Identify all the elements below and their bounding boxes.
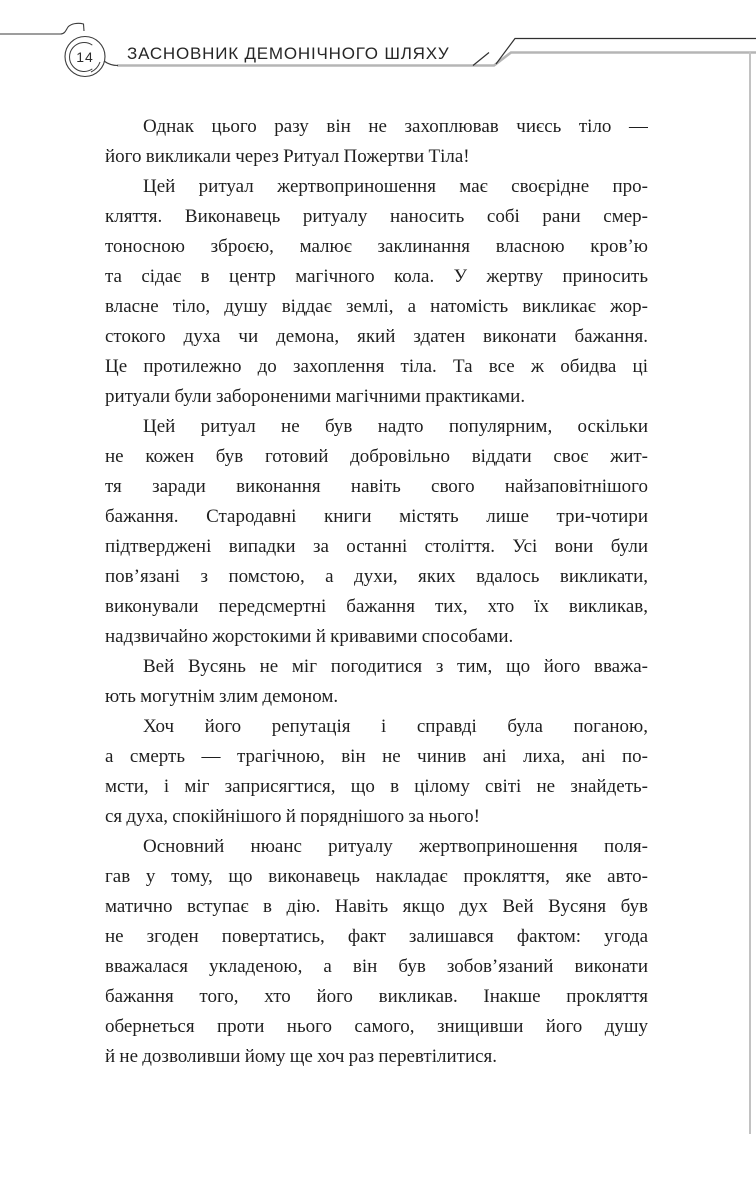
text-line: а смерть — трагічною, він не чинив ані лиха, ані по- [105, 746, 648, 767]
text-line: стокого духа чи демона, який здатен виконати бажання. [105, 326, 648, 347]
text-line: виконували передсмертні бажання тих, хто їх викликав, [105, 596, 648, 617]
text-line: та сідає в центр магічного кола. У жертву приносить [105, 266, 648, 287]
text-line: Цей ритуал жертвоприношення має своєрідне про- [143, 176, 648, 197]
text-line: кляття. Виконавець ритуалу наносить собі рани смер- [105, 206, 648, 227]
text-line: Хоч його репутація і справді була поганою, [143, 716, 648, 737]
text-line: тя заради виконання навіть свого найзаповітнішого [105, 476, 648, 497]
text-line: власне тіло, душу віддає землі, а натомість викликає жор- [105, 296, 648, 317]
text-line: мсти, і міг заприсягтися, що в цілому світі не знайдеть- [105, 776, 648, 797]
text-line: його викликали через Ритуал Пожертви Тіла! [105, 146, 470, 167]
left-margin-line [0, 23, 84, 34]
text-line: ють могутнім злим демоном. [105, 686, 339, 707]
text-line: обернеться проти нього самого, знищивши його душу [105, 1016, 648, 1037]
circle-rule-hook [104, 61, 118, 66]
text-line: надзвичайно жорстокими й кривавими способами. [105, 626, 514, 647]
text-line: гав у тому, що виконавець накладає прокляття, яке авто- [105, 866, 648, 887]
text-line: підтверджені випадки за останні століття. Усі вони були [105, 536, 648, 557]
body-text [105, 112, 648, 1072]
text-line: не згоден повертатись, факт залишався фактом: угода [105, 926, 648, 947]
text-line: Вей Вусянь не міг погодитися з тим, що його вважа- [143, 656, 648, 677]
text-line: Однак цього разу він не захоплював чиєсь тіло — [143, 116, 648, 137]
page-edge-line [749, 52, 751, 1134]
text-line: не кожен був готовий добровільно віддати своє жит- [105, 446, 648, 467]
page-number: 14 [76, 49, 94, 65]
text-line: ся духа, спокійнішого й поряднішого за нього! [105, 806, 481, 827]
header-title: ЗАСНОВНИК ДЕМОНІЧНОГО ШЛЯХУ [127, 44, 450, 63]
text-line: бажання того, хто його викликав. Інакше прокляття [105, 986, 648, 1007]
text-line: пов’язані з помстою, а духи, яких вдалось викликати, [105, 566, 648, 587]
text-line: ритуали були забороненими магічними практиками. [105, 386, 526, 407]
header-swoosh-line [473, 53, 489, 66]
text-line: Цей ритуал не був надто популярним, оскільки [143, 416, 648, 437]
text-line: Це протилежно до захоплення тіла. Та все ж обидва ці [105, 356, 648, 377]
text-line: вважалася укладеною, а він був зобов’язаний виконати [105, 956, 648, 977]
text-line: й не дозволивши йому ще хоч раз перевтілитися. [105, 1046, 498, 1067]
text-line: Основний нюанс ритуалу жертвоприношення поля- [143, 836, 648, 857]
text-line: тоносною зброєю, малює заклинання власною кров’ю [105, 236, 648, 257]
text-line: матично вступає в дію. Навіть якщо дух Вей Вусяня був [105, 896, 648, 917]
text-line: бажання. Стародавні книги містять лише три-чотири [105, 506, 648, 527]
